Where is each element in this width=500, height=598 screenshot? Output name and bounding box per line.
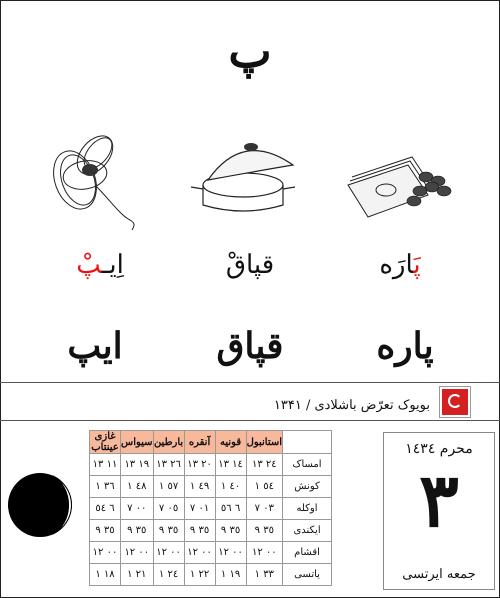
table-cell: ۱۳ ۱٤ — [215, 454, 246, 476]
table-cell: ۱ ٤۹ — [184, 476, 215, 498]
table-header: قونیه — [215, 431, 246, 454]
word-ip-plain: ایپ — [67, 325, 123, 367]
table-cell: ۱۳ ۲۰ — [184, 454, 215, 476]
moon-phase-icon — [5, 470, 75, 540]
row-label: اوکله — [283, 498, 332, 520]
word-ip-diacritic: اِیـپْ — [76, 250, 124, 280]
table-cell: ٦ ٥٤ — [90, 498, 121, 520]
divider — [0, 382, 500, 383]
weekday: جمعه ایرتسی — [402, 567, 476, 582]
table-cell: ۹ ۳٥ — [153, 520, 184, 542]
brand-logo-icon — [440, 387, 470, 417]
row-label: کونش — [283, 476, 332, 498]
table-cell: ۱ ۲۲ — [184, 564, 215, 586]
word-qapaq-plain: قپاق — [216, 325, 284, 367]
table-cell: ۱۳ ۱۹ — [121, 454, 154, 476]
table-cell: ۱ ٤۰ — [215, 476, 246, 498]
day-number: ۳ — [419, 458, 459, 544]
table-cell: ۱۲ ۰۰ — [184, 542, 215, 564]
table-row — [90, 542, 332, 564]
hijri-date: محرم ۱٤۳٤ — [405, 441, 473, 457]
table-cell: ۹ ۳٥ — [246, 520, 282, 542]
table-cell: ۹ ۳٥ — [121, 520, 154, 542]
table-cell: ۱۳ ۲٤ — [246, 454, 282, 476]
row-label: امساک — [283, 454, 332, 476]
table-header: سیواس — [121, 431, 154, 454]
table-cell: ۱ ۱۸ — [90, 564, 121, 586]
table-cell: ۱ ٤۸ — [121, 476, 154, 498]
page-letter: پ — [228, 24, 272, 78]
table-cell: ۹ ۳٥ — [90, 520, 121, 542]
money-illustration — [338, 125, 458, 235]
pot-illustration — [183, 125, 303, 235]
thread-spool-illustration — [40, 125, 160, 235]
table-header-row — [90, 431, 332, 454]
table-cell: ۷ ۰٥ — [153, 498, 184, 520]
table-header: بارطین — [153, 431, 184, 454]
prayer-times-table — [89, 430, 332, 586]
table-cell: ۹ ۳٥ — [184, 520, 215, 542]
table-cell: ۱ ٥۷ — [153, 476, 184, 498]
table-cell: ۱ ۲٤ — [153, 564, 184, 586]
row-label: یاتسی — [283, 564, 332, 586]
table-cell: ۱۲ ۰۰ — [215, 542, 246, 564]
table-cell: ٦ ٥٦ — [215, 498, 246, 520]
table-row — [90, 498, 332, 520]
table-row — [90, 520, 332, 542]
table-row — [90, 454, 332, 476]
table-row — [90, 476, 332, 498]
table-cell: ۷ ۰۱ — [184, 498, 215, 520]
table-row — [90, 564, 332, 586]
table-cell: ۱۲ ۰۰ — [121, 542, 154, 564]
word-pare-plain: پاره — [376, 325, 434, 367]
table-cell: ۹ ۳٥ — [215, 520, 246, 542]
word-qapaq-diacritic: قپاقْ — [225, 250, 275, 280]
row-label: ایکندی — [283, 520, 332, 542]
table-cell: ۱۲ ۰۰ — [246, 542, 282, 564]
table-cell: ۷ ۰۰ — [121, 498, 154, 520]
divider — [0, 420, 500, 421]
table-header-blank — [283, 431, 332, 454]
table-cell: ۱ ۳۳ — [246, 564, 282, 586]
row-label: اقشام — [283, 542, 332, 564]
table-cell: ۱۲ ۰۰ — [153, 542, 184, 564]
table-header: استانبول — [246, 431, 282, 454]
table-cell: ۱ ۱۹ — [215, 564, 246, 586]
table-cell: ۱۳ ۱۱ — [90, 454, 121, 476]
word-pare-diacritic: پَارَه — [379, 250, 421, 280]
caption: بویوک تعرّض باشلادی / ۱۳۴۱ — [273, 398, 430, 413]
table-cell: ۱۳ ۲٦ — [153, 454, 184, 476]
date-box — [383, 432, 495, 590]
table-header: غازی عینتاب — [91, 431, 119, 453]
table-cell: ۱ ۳٦ — [90, 476, 121, 498]
table-cell: ۱ ۲۱ — [121, 564, 154, 586]
table-cell: ۱ ٥٤ — [246, 476, 282, 498]
table-cell: ۱۲ ۰۰ — [90, 542, 121, 564]
table-header: آنقره — [184, 431, 215, 454]
table-cell: ۷ ۰۳ — [246, 498, 282, 520]
